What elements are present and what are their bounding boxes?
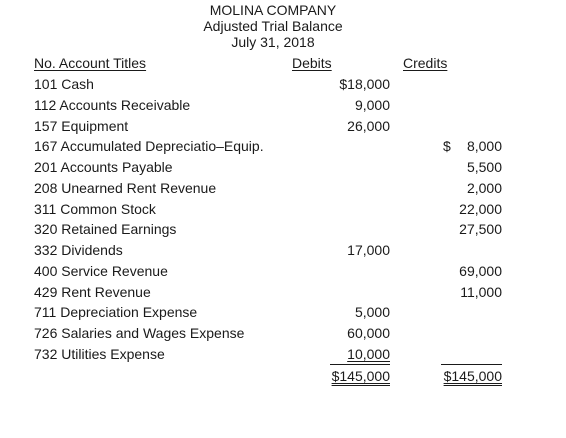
report-date: July 31, 2018 <box>231 34 315 50</box>
credit-amount: 8,000 <box>466 138 502 155</box>
account-title: 311 Common Stock <box>34 200 156 217</box>
credit-amount: 2,000 <box>466 179 502 196</box>
credit-amount: 5,500 <box>466 159 502 175</box>
debit-amount: 10,000 <box>347 345 390 362</box>
account-title: 726 Salaries and Wages Expense <box>34 325 245 341</box>
account-title: 101 Cash <box>34 76 94 92</box>
table-row <box>0 323 566 344</box>
table-row <box>0 136 566 157</box>
debit-total-rule <box>330 364 390 365</box>
table-row <box>0 116 566 137</box>
credit-amount: 69,000 <box>459 262 502 279</box>
debit-amount: 60,000 <box>347 325 390 341</box>
account-title: 732 Utilities Expense <box>34 345 165 362</box>
table-row <box>0 74 566 95</box>
account-title: 429 Rent Revenue <box>34 283 151 300</box>
table-row <box>0 219 566 240</box>
trial-balance-rows <box>0 74 566 365</box>
debit-total: $145,000 <box>331 368 390 384</box>
debit-amount: 26,000 <box>347 117 390 134</box>
debit-amount: $18,000 <box>339 76 390 92</box>
account-title: 320 Retained Earnings <box>34 221 177 238</box>
table-row <box>0 199 566 220</box>
debit-amount: 5,000 <box>354 304 390 321</box>
account-title: 332 Dividends <box>34 242 123 258</box>
debit-amount: 17,000 <box>347 242 390 258</box>
account-title: 208 Unearned Rent Revenue <box>34 179 217 196</box>
report-title: Adjusted Trial Balance <box>203 18 343 34</box>
table-row <box>0 178 566 199</box>
credit-amount: 11,000 <box>460 283 502 300</box>
credit-amount: 27,500 <box>459 221 502 238</box>
table-row <box>0 344 566 365</box>
account-title: 400 Service Revenue <box>34 262 168 279</box>
table-row <box>0 302 566 323</box>
credit-amount: 22,000 <box>459 200 502 217</box>
account-title: 157 Equipment <box>34 117 129 134</box>
column-header-debits: Debits <box>292 55 332 71</box>
table-row <box>0 157 566 178</box>
account-title: 167 Accumulated Depreciatio–Equip. <box>34 138 264 155</box>
company-name: MOLINA COMPANY <box>209 2 337 18</box>
table-row <box>0 261 566 282</box>
credit-total: $145,000 <box>443 368 502 384</box>
debit-amount: 9,000 <box>354 96 390 113</box>
account-title: 201 Accounts Payable <box>34 159 173 175</box>
account-title: 112 Accounts Receivable <box>34 96 191 113</box>
credit-total-rule <box>441 364 502 365</box>
credit-currency-symbol: $ <box>443 138 451 155</box>
table-row <box>0 240 566 261</box>
column-header-credits: Credits <box>403 55 448 71</box>
table-row <box>0 282 566 303</box>
table-row <box>0 95 566 116</box>
column-header-account-titles: No. Account Titles <box>34 55 147 71</box>
account-title: 711 Depreciation Expense <box>34 304 198 321</box>
